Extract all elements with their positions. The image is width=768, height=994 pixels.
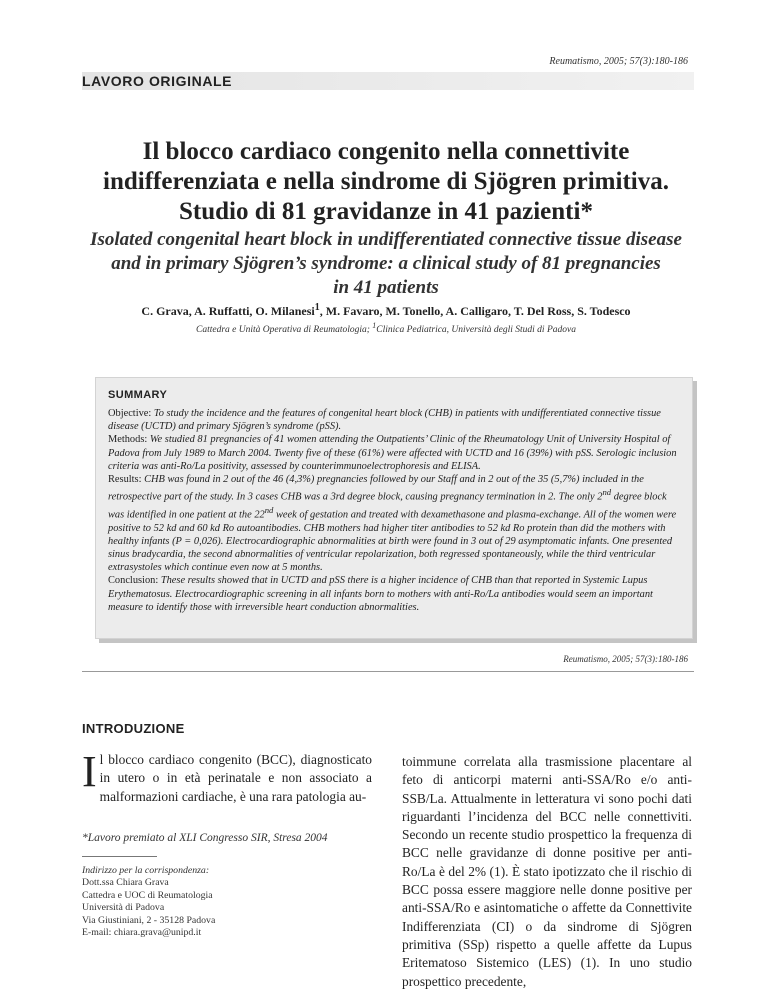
- authors-part: C. Grava, A. Ruffatti, O. Milanesi: [141, 304, 315, 318]
- summary-methods: [108, 433, 680, 473]
- summary-results: [108, 473, 680, 574]
- summary-box: [95, 377, 693, 639]
- authors-part: , M. Favaro, M. Tonello, A. Calligaro, T. Del Ross, S. Todesco: [319, 304, 631, 318]
- correspondence-line: Dott.ssa Chiara Grava: [82, 877, 169, 889]
- affiliations: [80, 321, 692, 335]
- ordinal-suffix: nd: [602, 487, 612, 498]
- correspondence-line: Cattedra e UOC di Reumatologia: [82, 889, 213, 901]
- correspondence-label: Indirizzo per la corrispondenza:: [82, 864, 210, 876]
- journal-citation-top: Reumatismo, 2005; 57(3):180-186: [549, 56, 688, 67]
- intro-text-left: l blocco cardiaco congenito (BCC), diagnosticato in utero o in età perinatale e non associato a malformazioni cardiache, è una rara patologia au-: [99, 752, 372, 804]
- left-column: [82, 721, 372, 940]
- results-label: Results:: [108, 474, 145, 486]
- subtitle-line: and in primary Sjögren’s syndrome: a clinical study of 81 pregnancies: [111, 253, 661, 274]
- divider: [82, 671, 694, 672]
- award-footnote: *Lavoro premiato al XLI Congresso SIR, Stresa 2004: [82, 831, 328, 844]
- correspondence-block: [82, 865, 372, 940]
- results-text: CHB was found in 2 out of the 46 (4,3%) pregnancies followed by our Staff and in 2 out of the 35 (5,7%) included in the retrospective part of the study. In 3 cases CHB was a 3rd degree block, causing pregnancy termination in 2. The only 2: [108, 474, 644, 503]
- section-label: LAVORO ORIGINALE: [82, 73, 233, 89]
- affiliation-part: Clinica Pediatrica, Università degli Studi di Padova: [376, 325, 576, 336]
- right-column: [402, 753, 692, 991]
- summary-objective: [108, 407, 680, 433]
- objective-text: To study the incidence and the features of congenital heart block (CHB) in patients with undifferentiated connective tissue disease (UCTD) and primary Sjögren’s syndrome (pSS).: [108, 408, 661, 433]
- conclusion-label: Conclusion:: [108, 575, 161, 587]
- methods-label: Methods:: [108, 434, 150, 446]
- summary-conclusion: [108, 574, 680, 614]
- objective-label: Objective:: [108, 408, 154, 419]
- article-subtitle: [80, 228, 692, 300]
- subtitle-line: Isolated congenital heart block in undifferentiated connective tissue disease: [90, 229, 682, 250]
- summary-heading: SUMMARY: [108, 389, 168, 401]
- intro-text-right: toimmune correlata alla trasmissione placentare al feto di anticorpi materni anti-SSA/Ro e/o anti-SSB/La. Attualmente in letteratura vi sono pochi dati riguardanti l’incidenza del BCC nelle connettiviti. Secondo un recente studio prospettico la frequenza di BCC nelle gravidanze di donne positive per anti-Ro/La è del 2% (1). È stato ipotizzato che il rischio di BCC possa essere maggiore nelle donne positive per anti-SSA/Ro e asintomatiche o affette da Connettivite Indifferenziata (CI) o da sindrome di Sjögren primitiva (SSp) rispetto a quelle affette da Lupus Eritematoso Sistemico (LES) (1). In uno studio prospettico precedente,: [402, 754, 692, 989]
- footnote-divider: [82, 856, 157, 857]
- article-title: [80, 137, 692, 227]
- correspondence-line: Università di Padova: [82, 902, 165, 914]
- correspondence-line: Via Giustiniani, 2 - 35128 Padova: [82, 914, 216, 926]
- methods-text: We studied 81 pregnancies of 41 women attending the Outpatients’ Clinic of the Rheumatology Unit of University Hospital of Padova from July 1989 to March 2004. Twenty five of these (61%) were affected with UCTD and 16 (39%) with pSS. Serologic inclusion criteria was anti-Ro/La positivity, assessed by counterimmunoelectrophoresis and ELISA.: [108, 434, 677, 472]
- title-line: Il blocco cardiaco congenito nella connettivite: [142, 138, 630, 165]
- affiliation-marker: 1: [314, 302, 320, 313]
- affiliation-part: Cattedra e Unità Operativa di Reumatologia;: [196, 325, 373, 336]
- affiliation-marker: 1: [372, 321, 377, 330]
- title-line: indifferenziata e nella sindrome di Sjögren primitiva.: [103, 168, 669, 195]
- results-text: degree block was identified in one patient at the 22: [108, 491, 667, 521]
- subtitle-line: in 41 patients: [333, 277, 439, 298]
- intro-heading: INTRODUZIONE: [82, 721, 185, 736]
- conclusion-text: These results showed that in UCTD and pSS there is a higher incidence of CHB than that reported in Systemic Lupus Erythematosus. Electrocardiographic screening in all infants born to mothers with anti-Ro/La antibodies would seem an important measure to identify those with irreversible heart conduction abnormalities.: [108, 575, 653, 613]
- title-line: Studio di 81 gravidanze in 41 pazienti*: [179, 198, 593, 225]
- correspondence-email: E-mail: chiara.grava@unipd.it: [82, 927, 202, 939]
- journal-citation-bottom: Reumatismo, 2005; 57(3):180-186: [563, 654, 688, 664]
- author-list: [80, 302, 692, 319]
- results-text: week of gestation and treated with dexamethasone and plasma-exchange. All of the women were positive to 52 kd and 60 kd Ro autoantibodies. CHB mothers had higher titer antibodies to 52 kd Ro protein than did the mothers with healthy infants (P = 0,026). Electrocardiographic abnormalities at birth were found in 3 out of 29 asymptomatic infants. One presented sinus bradycardia, the second abnormalities of ventricular repolarization, both regressed spontaneously, while the third ventricular extrasystoles which continue even now at 5 months.: [108, 509, 677, 574]
- ordinal-suffix: nd: [264, 504, 274, 515]
- drop-cap: I: [82, 747, 97, 796]
- intro-paragraph: [82, 747, 372, 806]
